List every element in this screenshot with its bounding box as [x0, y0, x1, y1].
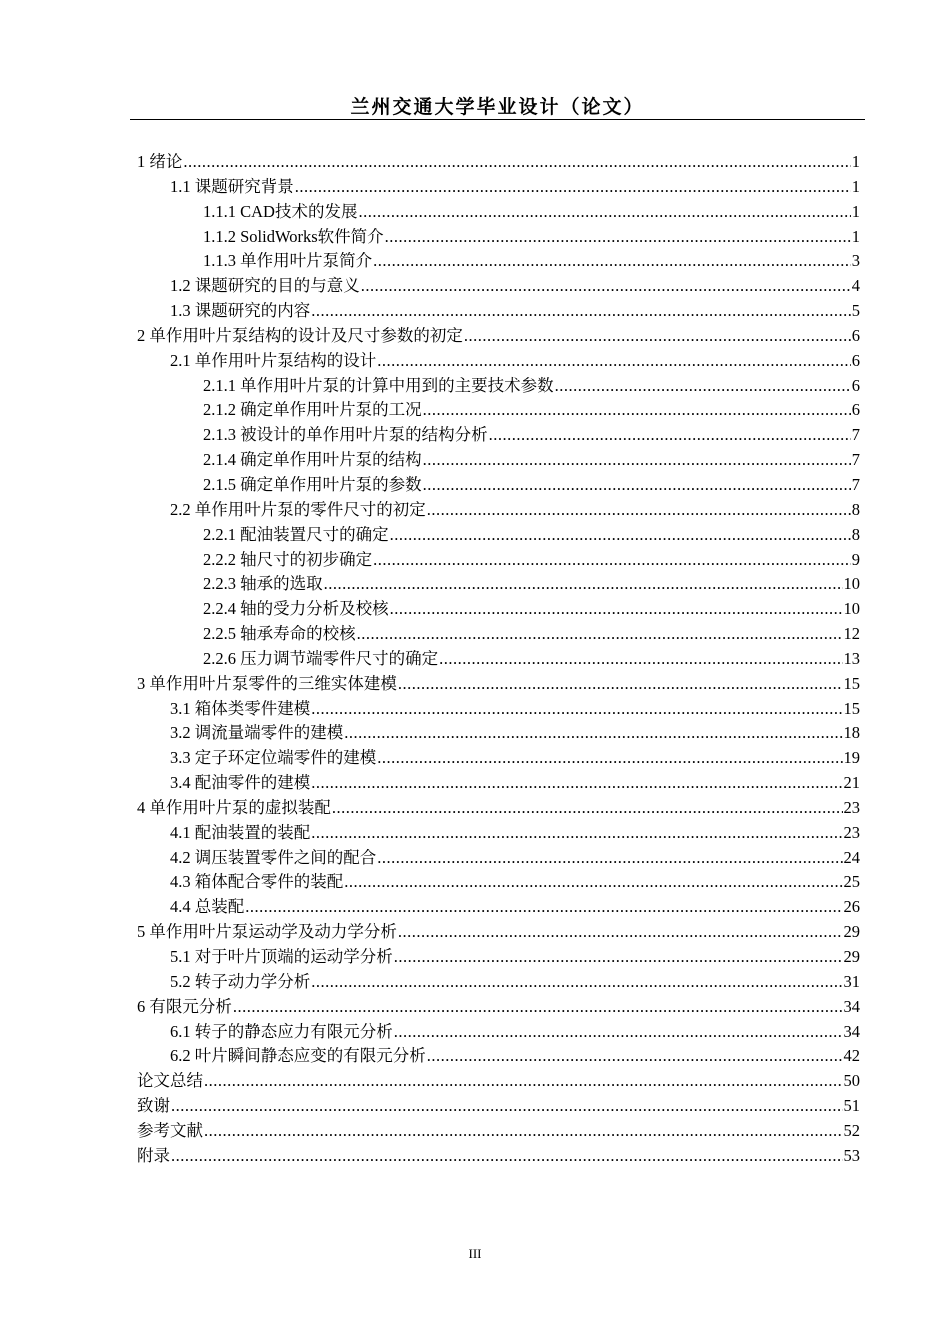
toc-entry[interactable]: [137, 446, 860, 471]
toc-entry-page: 8: [851, 499, 860, 519]
toc-entry[interactable]: [137, 198, 860, 223]
toc-entry[interactable]: [137, 844, 860, 869]
toc-dot-leader: [171, 1096, 843, 1116]
toc-dot-leader: [324, 574, 843, 594]
page-header-title: 兰州交通大学毕业设计（论文）: [350, 96, 645, 118]
toc-entry-title: 4.3 箱体配合零件的装配: [170, 872, 344, 892]
toc-entry[interactable]: [137, 719, 860, 744]
toc-entry-page: 50: [843, 1071, 860, 1091]
toc-dot-leader: [311, 823, 842, 843]
toc-entry-title: 1.2 课题研究的目的与意义: [170, 276, 360, 296]
toc-entry[interactable]: [137, 297, 860, 322]
toc-entry-page: 6: [851, 350, 860, 370]
toc-dot-leader: [245, 897, 842, 917]
toc-entry-page: 15: [843, 673, 860, 693]
toc-entry[interactable]: [137, 868, 860, 893]
toc-entry-title: 2.1.5 确定单作用叶片泵的参数: [203, 474, 422, 494]
toc-entry[interactable]: [137, 918, 860, 943]
toc-entry-title: 2.2.4 轴的受力分析及校核: [203, 599, 389, 619]
toc-dot-leader: [427, 1046, 843, 1066]
toc-dot-leader: [377, 351, 851, 371]
toc-dot-leader: [373, 550, 851, 570]
toc-entry-page: 18: [843, 723, 860, 743]
toc-entry[interactable]: [137, 968, 860, 993]
toc-dot-leader: [358, 202, 850, 222]
toc-dot-leader: [489, 425, 851, 445]
toc-entry-title: 2.2 单作用叶片泵的零件尺寸的初定: [170, 499, 426, 519]
toc-entry[interactable]: [137, 595, 860, 620]
toc-entry-page: 1: [851, 226, 860, 246]
toc-entry-title: 参考文献: [137, 1120, 203, 1140]
toc-entry-page: 10: [843, 574, 860, 594]
toc-entry-title: 5.2 转子动力学分析: [170, 971, 311, 991]
toc-dot-leader: [344, 723, 842, 743]
toc-entry-page: 51: [843, 1096, 860, 1116]
toc-entry-title: 2.2.6 压力调节端零件尺寸的确定: [203, 648, 439, 668]
toc-entry[interactable]: [137, 173, 860, 198]
toc-dot-leader: [311, 972, 842, 992]
toc-entry-title: 6.2 叶片瞬间静态应变的有限元分析: [170, 1046, 426, 1066]
toc-dot-leader: [377, 848, 842, 868]
toc-entry-page: 6: [851, 325, 860, 345]
toc-entry-page: 7: [851, 425, 860, 445]
toc-entry-page: 29: [843, 922, 860, 942]
toc-entry-title: 2.1 单作用叶片泵结构的设计: [170, 350, 377, 370]
toc-entry-page: 25: [843, 872, 860, 892]
toc-entry-page: 3: [851, 251, 860, 271]
toc-entry-title: 2 单作用叶片泵结构的设计及尺寸参数的初定: [137, 325, 463, 345]
toc-entry[interactable]: [137, 794, 860, 819]
toc-entry[interactable]: [137, 570, 860, 595]
toc-entry-page: 23: [843, 822, 860, 842]
toc-entry-title: 6 有限元分析: [137, 996, 232, 1016]
toc-entry-page: 34: [843, 996, 860, 1016]
toc-entry-page: 6: [851, 400, 860, 420]
toc-entry[interactable]: [137, 1067, 860, 1092]
toc-entry-title: 1.1.2 SolidWorks软件简介: [203, 226, 384, 246]
toc-dot-leader: [233, 997, 843, 1017]
toc-dot-leader: [423, 450, 851, 470]
toc-entry-page: 42: [843, 1046, 860, 1066]
toc-dot-leader: [204, 1121, 843, 1141]
toc-entry[interactable]: [137, 272, 860, 297]
toc-entry-title: 5 单作用叶片泵运动学及动力学分析: [137, 922, 397, 942]
toc-dot-leader: [377, 748, 842, 768]
toc-dot-leader: [361, 276, 851, 296]
toc-entry-title: 3.3 定子环定位端零件的建模: [170, 748, 377, 768]
toc-entry-title: 5.1 对于叶片顶端的运动学分析: [170, 947, 393, 966]
toc-entry[interactable]: [137, 1117, 860, 1142]
toc-entry[interactable]: [137, 645, 860, 670]
toc-entry[interactable]: [137, 670, 860, 695]
toc-dot-leader: [311, 301, 851, 321]
toc-dot-leader: [398, 674, 843, 694]
toc-entry[interactable]: [137, 223, 860, 248]
toc-entry-page: 26: [843, 897, 860, 917]
toc-entry-title: 2.1.2 确定单作用叶片泵的工况: [203, 400, 422, 420]
toc-entry-page: 1: [851, 176, 860, 196]
toc-dot-leader: [171, 1146, 843, 1166]
toc-entry[interactable]: [137, 496, 860, 521]
toc-dot-leader: [373, 251, 851, 271]
toc-entry[interactable]: [137, 744, 860, 769]
toc-entry-title: 1.1 课题研究背景: [170, 176, 294, 196]
toc-dot-leader: [390, 525, 851, 545]
toc-entry-title: 2.1.3 被设计的单作用叶片泵的结构分析: [203, 425, 488, 445]
toc-dot-leader: [439, 649, 842, 669]
toc-entry-title: 1.3 课题研究的内容: [170, 301, 311, 321]
toc-entry[interactable]: [137, 1092, 860, 1117]
toc-dot-leader: [427, 500, 851, 520]
toc-dot-leader: [204, 1071, 843, 1091]
toc-entry[interactable]: [137, 396, 860, 421]
toc-entry[interactable]: [137, 620, 860, 645]
toc-dot-leader: [390, 599, 843, 619]
toc-entry-title: 3 单作用叶片泵零件的三维实体建模: [137, 673, 397, 693]
toc-entry-title: 1.1.3 单作用叶片泵简介: [203, 251, 373, 271]
toc-entry-page: 52: [843, 1120, 860, 1140]
toc-entry-page: 1: [851, 152, 860, 171]
toc-entry[interactable]: [137, 819, 860, 844]
toc-entry-title: 3.2 调流量端零件的建模: [170, 723, 344, 743]
toc-entry-page: 4: [851, 276, 860, 296]
toc-entry[interactable]: [137, 769, 860, 794]
toc-entry-title: 论文总结: [137, 1071, 203, 1091]
toc-entry-title: 4.2 调压装置零件之间的配合: [170, 847, 377, 867]
toc-entry-title: 4 单作用叶片泵的虚拟装配: [137, 797, 331, 817]
toc-entry-page: 6: [851, 375, 860, 395]
toc-entry-page: 5: [851, 301, 860, 321]
toc-entry-page: 8: [851, 524, 860, 544]
toc-entry[interactable]: [137, 546, 860, 571]
toc-entry[interactable]: [137, 347, 860, 372]
toc-entry-title: 附录: [137, 1145, 170, 1165]
toc-entry-title: 3.1 箱体类零件建模: [170, 698, 311, 718]
toc-entry[interactable]: [137, 521, 860, 546]
toc-dot-leader: [423, 475, 851, 495]
toc-entry-title: 2.1.1 单作用叶片泵的计算中用到的主要技术参数: [203, 375, 554, 395]
toc-entry-page: 53: [843, 1145, 860, 1165]
toc-entry-title: 致谢: [137, 1096, 170, 1116]
toc-entry-title: 3.4 配油零件的建模: [170, 773, 311, 793]
toc-entry-page: 31: [843, 971, 860, 991]
toc-dot-leader: [423, 400, 851, 420]
toc-entry-page: 21: [843, 773, 860, 793]
table-of-contents: [137, 148, 860, 1167]
toc-entry-title: 1.1.1 CAD技术的发展: [203, 201, 358, 221]
toc-entry-title: 4.1 配油装置的装配: [170, 822, 311, 842]
toc-entry[interactable]: [137, 322, 860, 347]
toc-entry[interactable]: [137, 1042, 860, 1067]
toc-entry[interactable]: [137, 695, 860, 720]
toc-entry[interactable]: [137, 1018, 860, 1043]
toc-entry[interactable]: [137, 148, 860, 173]
toc-entry-page: 7: [851, 450, 860, 470]
toc-entry[interactable]: [137, 1142, 860, 1167]
toc-entry-page: 7: [851, 474, 860, 494]
toc-dot-leader: [464, 326, 851, 346]
toc-entry-page: 23: [843, 797, 860, 817]
toc-dot-leader: [357, 624, 843, 644]
toc-entry-title: 2.1.4 确定单作用叶片泵的结构: [203, 450, 422, 470]
toc-entry-title: 1 绪论: [137, 152, 183, 171]
toc-dot-leader: [295, 177, 851, 197]
toc-entry[interactable]: [137, 247, 860, 272]
toc-dot-leader: [332, 798, 843, 818]
toc-entry[interactable]: [137, 993, 860, 1018]
toc-dot-leader: [394, 1022, 843, 1042]
toc-dot-leader: [311, 773, 842, 793]
toc-entry-title: 2.2.2 轴尺寸的初步确定: [203, 549, 373, 569]
toc-entry[interactable]: [137, 421, 860, 446]
toc-entry-page: 13: [843, 648, 860, 668]
toc-entry-title: 2.2.3 轴承的选取: [203, 574, 323, 594]
page-number: III: [468, 1246, 482, 1261]
toc-dot-leader: [394, 947, 843, 967]
toc-entry-title: 4.4 总装配: [170, 897, 245, 917]
toc-entry-title: 6.1 转子的静态应力有限元分析: [170, 1021, 393, 1041]
toc-entry-page: 34: [843, 1021, 860, 1041]
toc-entry-title: 2.2.1 配油装置尺寸的确定: [203, 524, 389, 544]
toc-dot-leader: [555, 376, 851, 396]
toc-dot-leader: [344, 872, 842, 892]
toc-entry-page: 15: [843, 698, 860, 718]
header-divider: [130, 119, 865, 120]
toc-entry-page: 29: [843, 947, 860, 966]
toc-entry[interactable]: [137, 372, 860, 397]
toc-entry-page: 10: [843, 599, 860, 619]
toc-entry-page: 12: [843, 624, 860, 644]
toc-entry-page: 9: [851, 549, 860, 569]
toc-dot-leader: [311, 699, 842, 719]
toc-entry[interactable]: [137, 943, 860, 968]
toc-entry-page: 19: [843, 748, 860, 768]
toc-entry[interactable]: [137, 893, 860, 918]
toc-entry-title: 2.2.5 轴承寿命的校核: [203, 624, 356, 644]
toc-dot-leader: [385, 227, 851, 247]
toc-dot-leader: [398, 922, 843, 942]
toc-entry[interactable]: [137, 471, 860, 496]
toc-entry-page: 24: [843, 847, 860, 867]
toc-entry-page: 1: [851, 201, 860, 221]
toc-dot-leader: [183, 152, 850, 172]
